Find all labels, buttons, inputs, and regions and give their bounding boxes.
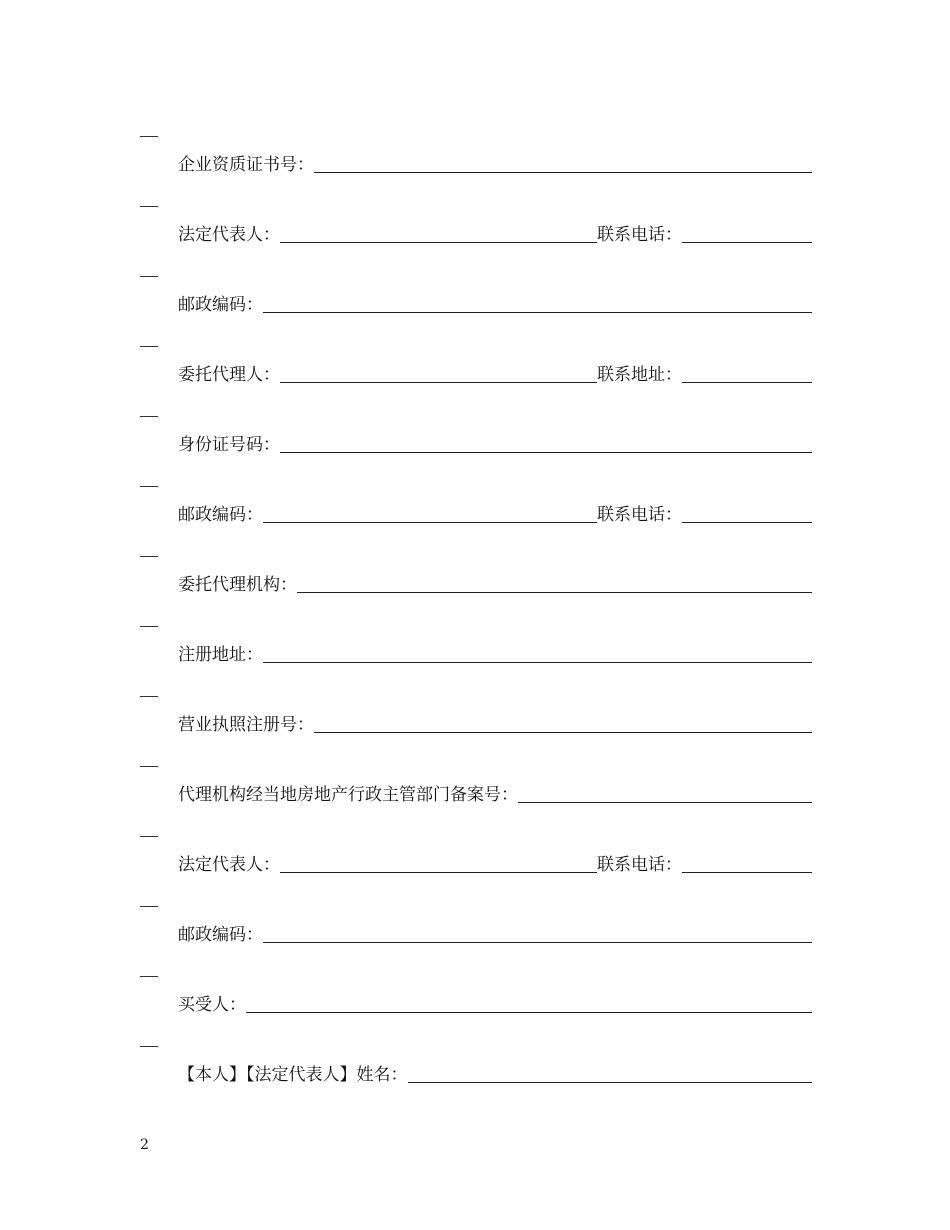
dash-marker [140,276,158,277]
field-label-secondary: 联系电话： [597,505,682,525]
form-row-id-number [140,416,812,486]
field-label: 邮政编码： [178,295,263,315]
field-label: 买受人： [178,995,246,1015]
dash-marker [140,486,158,487]
fill-in-blank[interactable] [297,574,812,593]
fill-in-blank[interactable] [246,994,812,1013]
field-label: 代理机构经当地房地产行政主管部门备案号： [178,785,518,805]
dash-marker [140,206,158,207]
dash-marker [140,136,158,137]
fill-in-blank[interactable] [408,1064,813,1083]
form-row-name [140,1046,812,1116]
form-row-postal-code-2 [140,906,812,976]
fill-in-blank[interactable] [263,644,812,663]
field-label: 邮政编码： [178,505,263,525]
dash-marker [140,416,158,417]
field-label: 身份证号码： [178,435,280,455]
fill-in-blank[interactable] [263,294,812,313]
dash-marker [140,766,158,767]
form-row-qualification-cert [140,136,812,206]
field-label-secondary: 联系电话： [597,225,682,245]
fill-in-blank-secondary[interactable] [682,854,812,873]
form-row-legal-rep-2 [140,836,812,906]
field-label: 邮政编码： [178,925,263,945]
dash-marker [140,346,158,347]
form-row-business-license [140,696,812,766]
form-row-agent [140,346,812,416]
field-label: 【本人】【法定代表人】姓名： [178,1065,408,1085]
form-row-legal-rep [140,206,812,276]
field-label: 法定代表人： [178,225,280,245]
field-label: 注册地址： [178,645,263,665]
field-label-secondary: 联系电话： [597,855,682,875]
fill-in-blank[interactable] [314,154,812,173]
fill-in-blank-secondary[interactable] [682,364,812,383]
page-number: 2 [140,1137,149,1153]
field-label: 委托代理人： [178,365,280,385]
dash-marker [140,556,158,557]
form-row-postal-phone [140,486,812,556]
fill-in-blank[interactable] [280,854,597,873]
field-label: 企业资质证书号： [178,155,314,175]
field-label: 法定代表人： [178,855,280,875]
dash-marker [140,696,158,697]
form-row-postal-code [140,276,812,346]
fill-in-blank-secondary[interactable] [682,504,812,523]
dash-marker [140,1046,158,1047]
dash-marker [140,906,158,907]
form-row-registered-address [140,626,812,696]
dash-marker [140,976,158,977]
fill-in-blank[interactable] [280,434,812,453]
fill-in-blank[interactable] [314,714,812,733]
fill-in-blank[interactable] [263,504,597,523]
form-row-filing-number [140,766,812,836]
fill-in-blank[interactable] [280,364,597,383]
fill-in-blank[interactable] [263,924,812,943]
fill-in-blank[interactable] [518,784,812,803]
dash-marker [140,626,158,627]
form-row-buyer [140,976,812,1046]
field-label-secondary: 联系地址： [597,365,682,385]
fill-in-blank[interactable] [280,224,597,243]
dash-marker [140,836,158,837]
fill-in-blank-secondary[interactable] [682,224,812,243]
field-label: 委托代理机构： [178,575,297,595]
form-row-agency [140,556,812,626]
field-label: 营业执照注册号： [178,715,314,735]
